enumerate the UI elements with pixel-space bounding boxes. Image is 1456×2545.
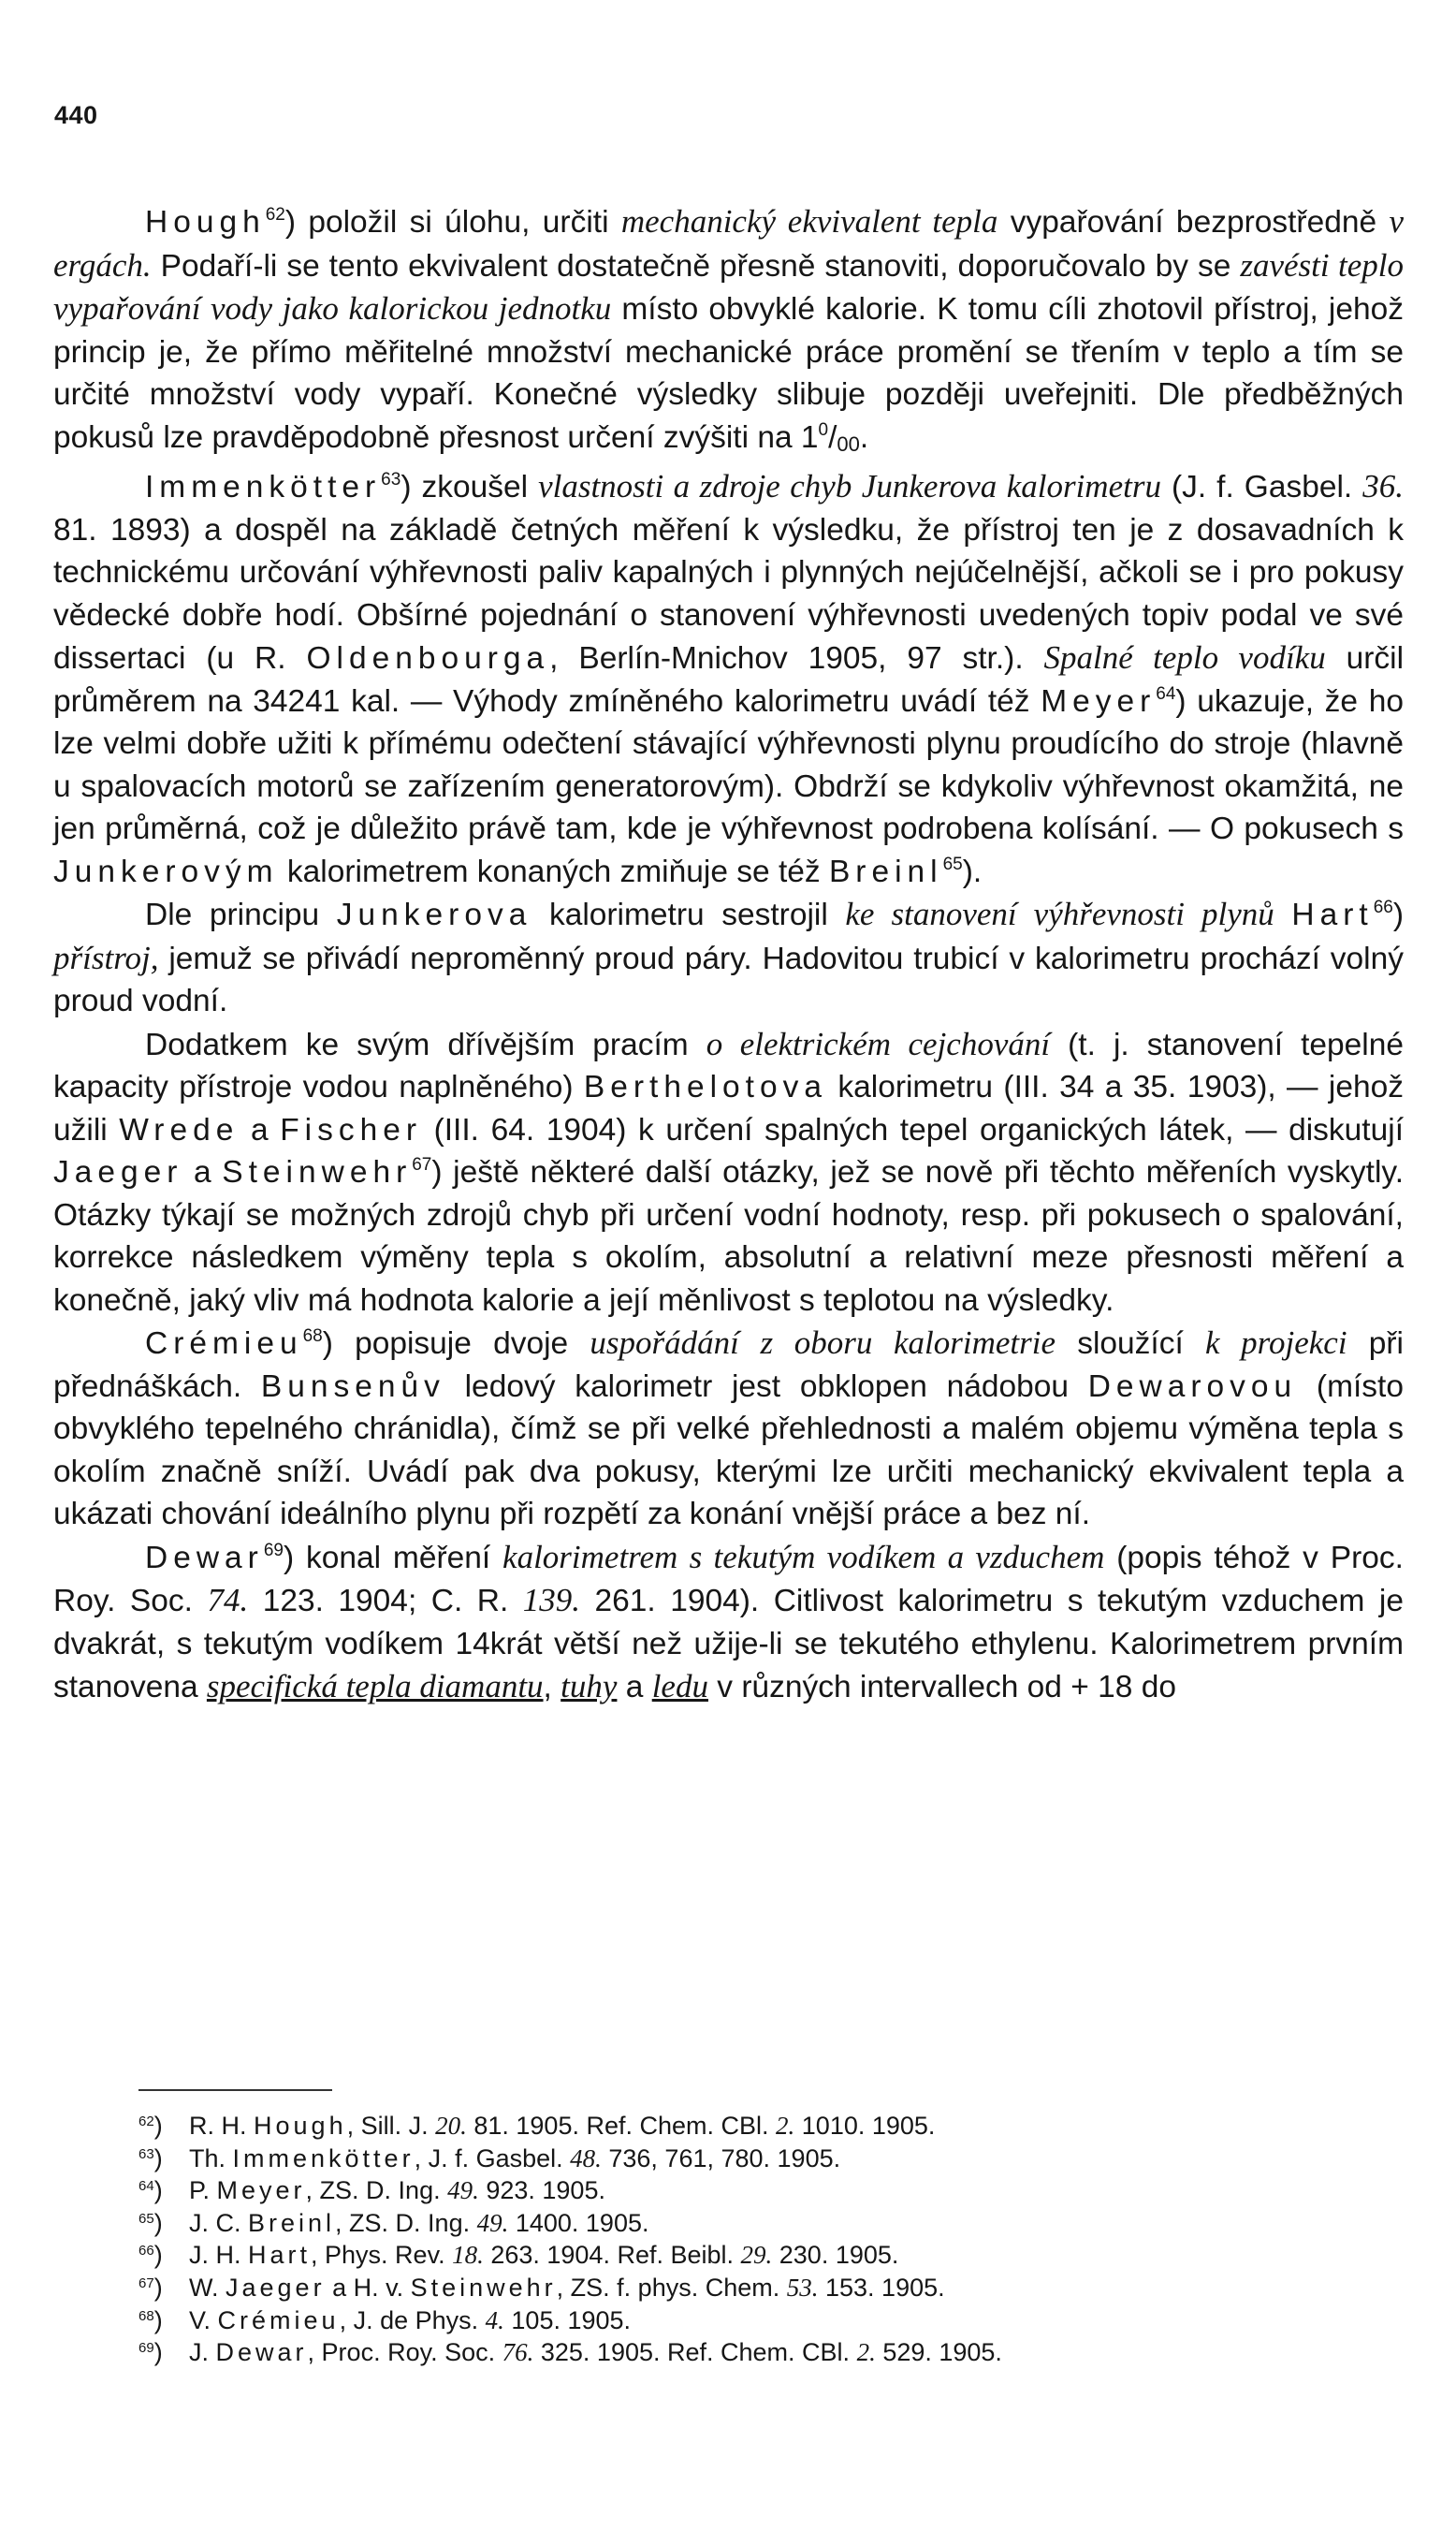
text-run: v různých intervallech od + 18 do <box>707 1670 1176 1704</box>
text-run: ) ještě některé další otázky, jež se nově při těchto měřeních vyskytly. Otázky týkají se možných zdrojů chyb při určení vodní hodnoty, resp. při pokusech o spalování, korrekce následkem výměny tepla s okolím, absolutní a relativní meze přesnosti měření a konečně, jaký vliv má hodnota kalorie a její měnlivost s teplotou na výsledky. <box>53 1155 1404 1318</box>
footnote-number: 68 <box>138 2307 154 2324</box>
italic-run: k projekci <box>1205 1324 1347 1361</box>
spaced-name: Crémieu <box>217 2305 340 2334</box>
spaced-name: Junkerovým <box>53 854 279 889</box>
text-run: J. <box>189 2338 216 2367</box>
footnote-number: 62 <box>138 2114 154 2129</box>
text-run: ) <box>1392 898 1404 932</box>
italic-run: 76. <box>502 2338 534 2367</box>
text-run: místo obvyklé kalorie. K tomu cíli zhotovil přístroj, jehož princip je, že přímo měřitelné množství mechanické práce promění se třením v teplo a tím se určité množství vody vypaří. Konečné výsledky slibuje později uveřejniti. Dle předběžných pokusů lze pravděpodobně přesnost určení zvýšiti na 1 <box>53 292 1404 455</box>
footnote-ref: 69 <box>263 1540 284 1560</box>
spaced-name: Hough <box>254 2112 347 2140</box>
spaced-name: Dewar <box>215 2338 308 2367</box>
text-run: W. <box>189 2273 226 2302</box>
page-number: 440 <box>54 101 98 129</box>
italic-run: o elektrickém cejchování <box>706 1025 1051 1062</box>
spaced-name: Berthelotova <box>583 1070 828 1104</box>
text-run: při přednáškách. <box>53 1326 1404 1404</box>
italic-run: 20. <box>435 2112 467 2140</box>
spaced-name: Steinwehr <box>410 2273 557 2302</box>
spaced-name: Hart <box>248 2241 312 2270</box>
text-run: R. H. <box>189 2112 255 2140</box>
spaced-name: Immenkötter <box>232 2143 415 2172</box>
text-run: , Phys. Rev. <box>311 2241 453 2270</box>
text-run: 81. 1905. Ref. Chem. CBl. <box>466 2112 777 2140</box>
spaced-name: Steinwehr <box>222 1155 413 1190</box>
paragraph-hough <box>53 200 1404 465</box>
spaced-name: Bunsenův <box>260 1368 445 1404</box>
italic-run: mechanický ekvivalent tepla <box>620 203 998 240</box>
footnote-marker: $^{69}$) <box>138 2338 163 2367</box>
text-run: V. <box>189 2305 218 2334</box>
italic-run: Spalné teplo vodíku <box>1043 639 1326 676</box>
italic-run: 49. <box>447 2176 479 2205</box>
spaced-name: Hart <box>1291 898 1374 932</box>
spaced-name: Breinl <box>828 854 943 889</box>
text-run: , J. de Phys. <box>339 2305 486 2334</box>
italic-run: 49. <box>476 2208 509 2237</box>
italic-run: ke stanovení výhřevnosti plynů <box>845 896 1274 932</box>
footnote-marker: $^{63}$) <box>138 2143 163 2172</box>
paragraph-hart <box>53 893 1404 1023</box>
italic-run: vlastnosti a zdroje chyb Junkerova kalorimetru <box>538 468 1161 505</box>
paragraph-cremieu <box>53 1322 1404 1536</box>
text-run: , <box>543 1670 561 1704</box>
spaced-name: Meyer <box>216 2176 306 2205</box>
text-run: 325. 1905. Ref. Chem. CBl. <box>533 2338 857 2367</box>
text-run: 261. 1904). Citlivost kalorimetru s tekutým vzduchem je dvakrát, s tekutým vodíkem 14krát větší než užije-li se tekutého ethylenu. Kalorimetrem prvním stanovena <box>53 1584 1405 1704</box>
footnote-ref: 63 <box>381 470 401 490</box>
spaced-name: Oldenbourga <box>306 641 550 676</box>
text-run: kalorimetru (III. 34 a 35. 1903), — jehož užili <box>53 1070 1404 1148</box>
text-run: ) popisuje dvoje <box>322 1326 590 1361</box>
footnote-ref: 64 <box>1156 683 1176 704</box>
text-run: 923. 1905. <box>478 2176 605 2205</box>
footnote-number: 67 <box>138 2274 154 2291</box>
text-run: a H. v. <box>325 2273 411 2302</box>
spaced-name: Dewar <box>145 1540 264 1575</box>
text-run: 81. 1893) a dospěl na základě četných měření k výsledku, že přístroj ten je z dosavadních k technickému určování výhřevnosti paliv kapalných i plynných nejúčelnější, ačkoli se i pro pokusy vědecké dobře hodí. Obšírné pojednání o stanovení výhřevnosti uvedených topiv podal ve své dissertaci (u R. <box>53 512 1404 676</box>
footnote-63 <box>138 2143 1308 2175</box>
spaced-name: Meyer <box>1041 683 1157 719</box>
text-run: . <box>859 419 869 455</box>
italic-run: 4. <box>485 2305 504 2334</box>
text-run: 529. 1905. <box>875 2338 1002 2367</box>
text-run: Podaří-li se tento ekvivalent dostatečně přesně stanoviti, doporučovalo by se <box>151 248 1241 284</box>
footnote-number: 63 <box>138 2145 154 2162</box>
italic-run: 48. <box>570 2143 602 2172</box>
footnote-number: 69 <box>138 2340 154 2357</box>
italic-run: 53. <box>786 2273 819 2302</box>
italic-run: 2. <box>776 2112 795 2140</box>
text-run: 230. 1905. <box>772 2241 899 2270</box>
subscript: 00 <box>837 431 860 456</box>
footnote-number: 66 <box>138 2243 154 2260</box>
footnote-marker: $^{64}$) <box>138 2176 163 2205</box>
footnote-ref: 68 <box>302 1326 323 1346</box>
footnote-64 <box>138 2174 1308 2207</box>
footnote-marker: $^{67}$) <box>138 2273 163 2302</box>
text-run: (J. f. Gasbel. <box>1160 470 1363 505</box>
text-run <box>1274 898 1292 932</box>
italic-run: kalorimetrem s tekutým vodíkem a vzduchem <box>502 1538 1105 1575</box>
text-run: Dle principu <box>145 898 337 932</box>
text-run: 736, 761, 780. 1905. <box>601 2143 841 2172</box>
text-run: sloužící <box>1056 1326 1205 1361</box>
italic-run: zavésti teplo vypařování vody jako kalorickou jednotku <box>53 246 1404 327</box>
text-run: (III. 64. 1904) k určení spalných tepel organických látek, — diskutují <box>422 1112 1404 1148</box>
spaced-name: Breinl <box>248 2208 336 2237</box>
text-run: (místo obvyklého tepelného chránidla), čímž se při velké přehlednosti a malém objemu výměna tepla s okolím značně sníží. Uvádí pak dva pokusy, kterými lze určiti mechanický ekvivalent tepla a ukázati chování ideálního plynu při rozpětí za konání vnější práce a bez ní. <box>53 1368 1404 1531</box>
spaced-name: Hough <box>145 205 266 240</box>
underlined-italic-run: ledu <box>651 1668 708 1704</box>
footnote-number: 65 <box>138 2210 154 2227</box>
text-run: ledový kalorimetr jest obklopen nádobou <box>444 1368 1088 1404</box>
underlined-italic-run: tuhy <box>561 1668 618 1704</box>
text-run: určil průměrem na 34241 kal. — Výhody zmíněného kalorimetru uvádí též <box>53 641 1405 719</box>
paragraph-jaeger-steinwehr <box>53 1023 1404 1323</box>
text-run: ) položil si úlohu, určiti <box>284 205 621 240</box>
spaced-name: Immenkötter <box>145 470 382 505</box>
text-run: (t. j. stanovení tepelné kapacity přístroje vodou naplněného) <box>53 1027 1404 1104</box>
text-run: , Berlín-Mnichov 1905, 97 str.). <box>549 641 1044 676</box>
text-run: ) ukazuje, že ho lze velmi dobře užiti k přímému odečtení stávající výhřevnosti plynu proudícího do stroje (hlavně u spalovacích motorů se zařízením generatorovým). Obdrží se kdykoliv výhřevnost okamžitá, ne jen průměrná, což je důležito právě tam, kde je výhřevnost podrobena kolísání. — O pokusech s <box>53 683 1404 846</box>
text-run: , ZS. D. Ing. <box>305 2176 448 2205</box>
text-run: J. H. <box>189 2241 249 2270</box>
spaced-name: Fischer <box>280 1112 423 1148</box>
footnote-divider <box>138 2089 332 2091</box>
paragraph-dewar <box>53 1536 1404 1709</box>
text-run: a <box>239 1112 281 1148</box>
paragraph-immenkotter <box>53 465 1404 893</box>
text-run: ) zkoušel <box>400 470 539 505</box>
spaced-name: Dewarovou <box>1087 1368 1298 1404</box>
footnotes <box>138 2110 1308 2369</box>
italic-run: 36. <box>1362 468 1404 505</box>
text-run: 263. 1904. Ref. Beibl. <box>483 2241 741 2270</box>
italic-run: 74. <box>207 1582 249 1618</box>
text-run: kalorimetru sestrojil <box>531 898 846 932</box>
text-run: , Proc. Roy. Soc. <box>307 2338 502 2367</box>
text-run: J. C. <box>189 2208 249 2237</box>
spaced-name: Jaeger <box>226 2273 326 2302</box>
text-run: , J. f. Gasbel. <box>414 2143 571 2172</box>
footnote-ref: 62 <box>265 205 285 225</box>
spaced-name: Junkerova <box>336 898 532 932</box>
text-run: 153. 1905. <box>818 2273 945 2302</box>
italic-run: přístroj, <box>53 939 159 976</box>
italic-run: uspořádání z oboru kalorimetrie <box>590 1324 1056 1361</box>
italic-run: 18. <box>452 2241 484 2270</box>
text-run: Th. <box>189 2143 233 2172</box>
italic-run: 2. <box>856 2338 876 2367</box>
footnote-ref: 66 <box>1373 898 1393 917</box>
footnote-69 <box>138 2336 1308 2369</box>
text-run: 1010. 1905. <box>794 2112 936 2140</box>
text-run: ). <box>962 854 983 889</box>
spaced-name: Jaeger <box>53 1155 183 1190</box>
italic-run: 139. <box>522 1582 581 1618</box>
footnote-ref: 65 <box>942 854 963 874</box>
footnote-62 <box>138 2110 1308 2143</box>
spaced-name: Wrede <box>119 1112 240 1148</box>
footnote-marker: $^{66}$) <box>138 2241 163 2270</box>
italic-run: v ergách. <box>53 203 1404 284</box>
footnote-66 <box>138 2239 1308 2272</box>
text-run: ) konal měření <box>283 1540 503 1575</box>
text-run: a <box>182 1155 223 1190</box>
italic-run: 29. <box>740 2241 773 2270</box>
text-run: vypařování bezprostředně <box>997 205 1390 240</box>
footnote-68 <box>138 2304 1308 2337</box>
text-run: a <box>617 1670 652 1704</box>
footnote-ref: 67 <box>412 1155 432 1175</box>
text-run: 105. 1905. <box>503 2305 632 2334</box>
text-run: 1400. 1905. <box>508 2208 649 2237</box>
text-run: 123. 1904; C. R. <box>248 1584 523 1618</box>
footnote-marker: $^{68}$) <box>138 2305 163 2334</box>
footnote-ref: 0 <box>818 419 829 440</box>
underlined-italic-run: specifická tepla diamantu <box>206 1668 544 1704</box>
text-run: kalorimetrem konaných zmiňuje se též <box>278 854 829 889</box>
text-run: , ZS. D. Ing. <box>335 2208 477 2237</box>
footnote-67 <box>138 2272 1308 2304</box>
body-text <box>53 200 1404 1709</box>
text-run: (popis téhož v Proc. Roy. Soc. <box>53 1540 1404 1618</box>
text-run: , ZS. f. phys. Chem. <box>556 2273 787 2302</box>
text-run: Dodatkem ke svým dřívějším pracím <box>145 1027 706 1062</box>
footnote-number: 64 <box>138 2178 154 2195</box>
footnote-marker: $^{65}$) <box>138 2208 163 2237</box>
text-run: P. <box>189 2176 217 2205</box>
spaced-name: Crémieu <box>145 1326 303 1361</box>
footnote-marker: $^{62}$) <box>138 2112 163 2140</box>
text-run: / <box>828 419 837 455</box>
text-run: jemuž se přivádí neproměnný proud páry. Hadovitou trubicí v kalorimetru prochází volný proud vodní. <box>53 941 1404 1018</box>
text-run: , Sill. J. <box>346 2112 436 2140</box>
footnote-65 <box>138 2207 1308 2240</box>
